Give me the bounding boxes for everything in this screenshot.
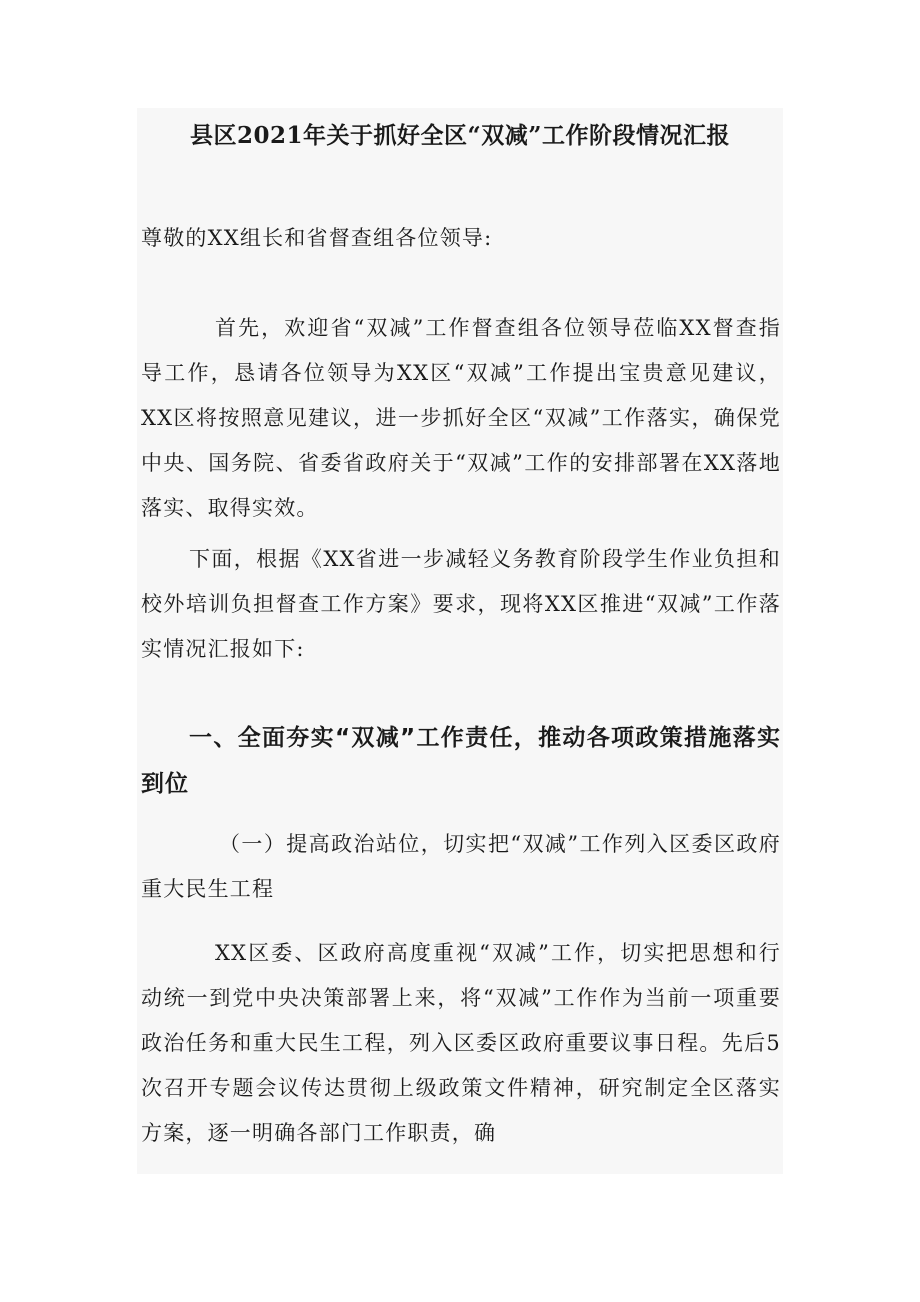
salutation: 尊敬的XX组长和省督查组各位领导: [141, 226, 493, 250]
document-title: 县区2021年关于抓好全区“双减”工作阶段情况汇报 [190, 122, 730, 149]
paragraph-intro: 下面，根据《XX省进一步减轻义务教育阶段学生作业负担和校外培训负担督查工作方案》要求，现将XX区推进“双减”工作落实情况汇报如下: [141, 547, 781, 661]
paragraph-body: XX区委、区政府高度重视“双减”工作，切实把思想和行动统一到党中央决策部署上来，将“双减”工作作为当前一项重要政治任务和重大民生工程，列入区委区政府重要议事日程。先后5次召开专题会议传达贯彻上级政策文件精神，研究制定全区落实方案，逐一明确各部门工作职责，确 [141, 941, 781, 1145]
document-page [137, 108, 783, 1174]
subsection-heading-1: （一）提高政治站位，切实把“双减”工作列入区委区政府重大民生工程 [141, 832, 781, 901]
section-heading-1: 一、全面夯实“双减”工作责任，推动各项政策措施落实到位 [141, 725, 781, 797]
paragraph-welcome: 首先，欢迎省“双减”工作督查组各位领导莅临XX督查指导工作，恳请各位领导为XX区“双减”工作提出宝贵意见建议，XX区将按照意见建议，进一步抓好全区“双减”工作落实，确保党中央、国务院、省委省政府关于“双减”工作的安排部署在XX落地落实、取得实效。 [141, 316, 781, 520]
